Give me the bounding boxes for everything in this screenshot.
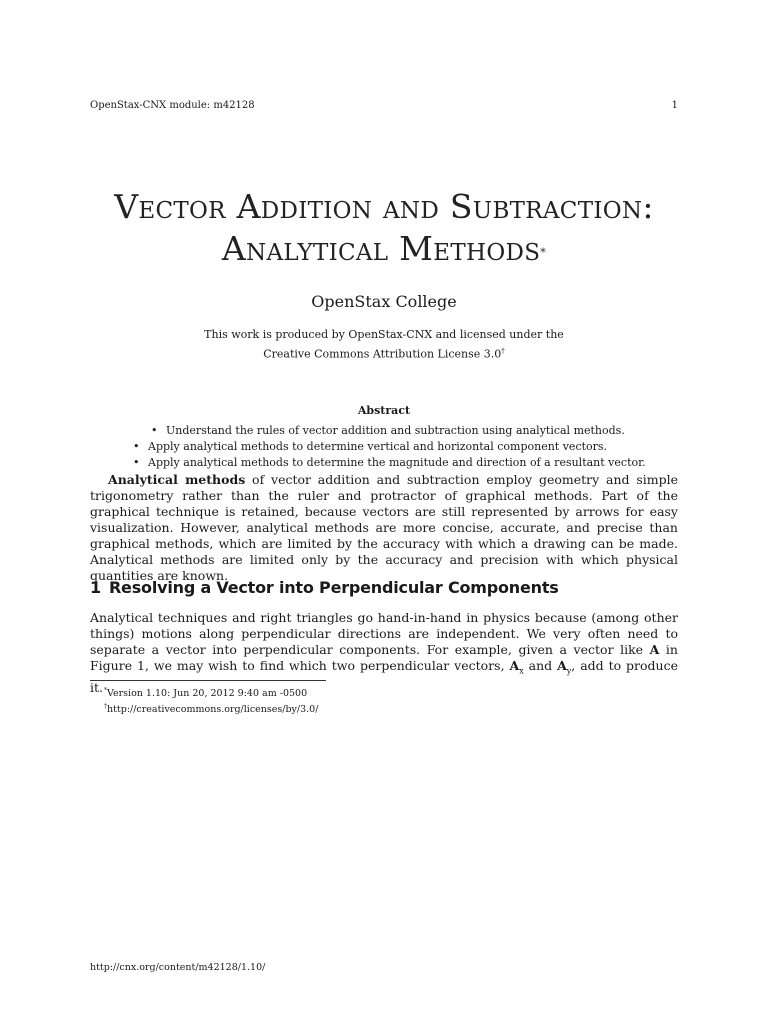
vector-ay: A <box>557 658 567 673</box>
footnote-divider <box>90 680 326 681</box>
license-line-1: This work is produced by OpenStax-CNX and licensed under the <box>204 328 564 341</box>
objective-text: Apply analytical methods to determine vertical and horizontal component vectors. <box>148 440 608 453</box>
abstract-heading: Abstract <box>357 404 411 417</box>
section-heading <box>90 578 559 597</box>
footnote-version-text: Version 1.10: Jun 20, 2012 9:40 am -0500 <box>107 688 308 700</box>
intro-lead-term: Analytical methods <box>108 472 246 487</box>
vector-ax: A <box>509 658 520 673</box>
license-footnote-mark: † <box>501 347 505 355</box>
author: OpenStax College <box>311 292 457 311</box>
bullet-icon: • <box>151 424 158 437</box>
footnotes <box>104 684 318 716</box>
subscript-y: y <box>566 666 572 676</box>
bullet-icon: • <box>133 456 140 469</box>
footer-url[interactable]: http://cnx.org/content/m42128/1.10/ <box>90 962 266 973</box>
objective-text: Apply analytical methods to determine the magnitude and direction of a resultant vector. <box>148 456 646 469</box>
footnote-license-link[interactable]: http://creativecommons.org/licenses/by/3.0/ <box>107 704 319 716</box>
paragraph-text-a: Analytical techniques and right triangles go hand-in-hand in physics because (among other things) motions along perpendicular directions are independent. We very often need to separate a vector into perpendicular components. For example, given a vector like <box>90 610 678 657</box>
title-line-2 <box>0 228 768 270</box>
footnote-license-mark: † <box>104 703 107 711</box>
objective-item <box>130 439 690 455</box>
intro-text: of vector addition and subtraction employ geometry and simple trigonometry rather than the ruler and protractor of graphical methods. Part of the graphical technique is retained, because vectors are still represented by arrows for easy visualization. However, analytical methods are more concise, accurate, and precise than graphical methods, which are limited by the accuracy with which a drawing can be made. Analytical methods are limited only by the accuracy and precision with which physical quantities are known. <box>90 472 678 583</box>
section-paragraph <box>90 610 678 696</box>
intro-paragraph <box>90 472 678 584</box>
objective-text: Understand the rules of vector addition and subtraction using analytical methods. <box>166 424 625 437</box>
footnote-version-mark: * <box>104 687 107 694</box>
section-title: Resolving a Vector into Perpendicular Components <box>108 578 559 597</box>
page-number: 1 <box>671 100 678 111</box>
section-number: 1 <box>90 578 101 597</box>
paragraph-text-b: in Figure 1, we may wish to find which two perpendicular vectors, <box>90 642 678 673</box>
paragraph-text-d: , add to produce it. <box>90 658 679 695</box>
footnote-version <box>104 684 318 700</box>
vector-a: A <box>649 642 660 657</box>
objectives-list <box>130 423 690 471</box>
subscript-x: x <box>519 666 524 676</box>
footnote-license <box>104 700 318 716</box>
license-line-2-text: Creative Commons Attribution License 3.0 <box>263 347 502 361</box>
objective-item <box>148 423 690 439</box>
title-line-1: Vector Addition and Subtraction: <box>114 187 654 226</box>
paragraph-text-c: and <box>523 658 558 673</box>
bullet-icon: • <box>133 440 140 453</box>
license-statement <box>0 327 768 363</box>
title-line-2-text: Analytical Methods <box>221 229 541 268</box>
document-title <box>0 186 768 270</box>
module-header: OpenStax-CNX module: m42128 <box>90 100 255 111</box>
objective-item <box>130 455 690 471</box>
license-line-2 <box>0 343 768 363</box>
title-footnote-mark: * <box>540 246 547 259</box>
